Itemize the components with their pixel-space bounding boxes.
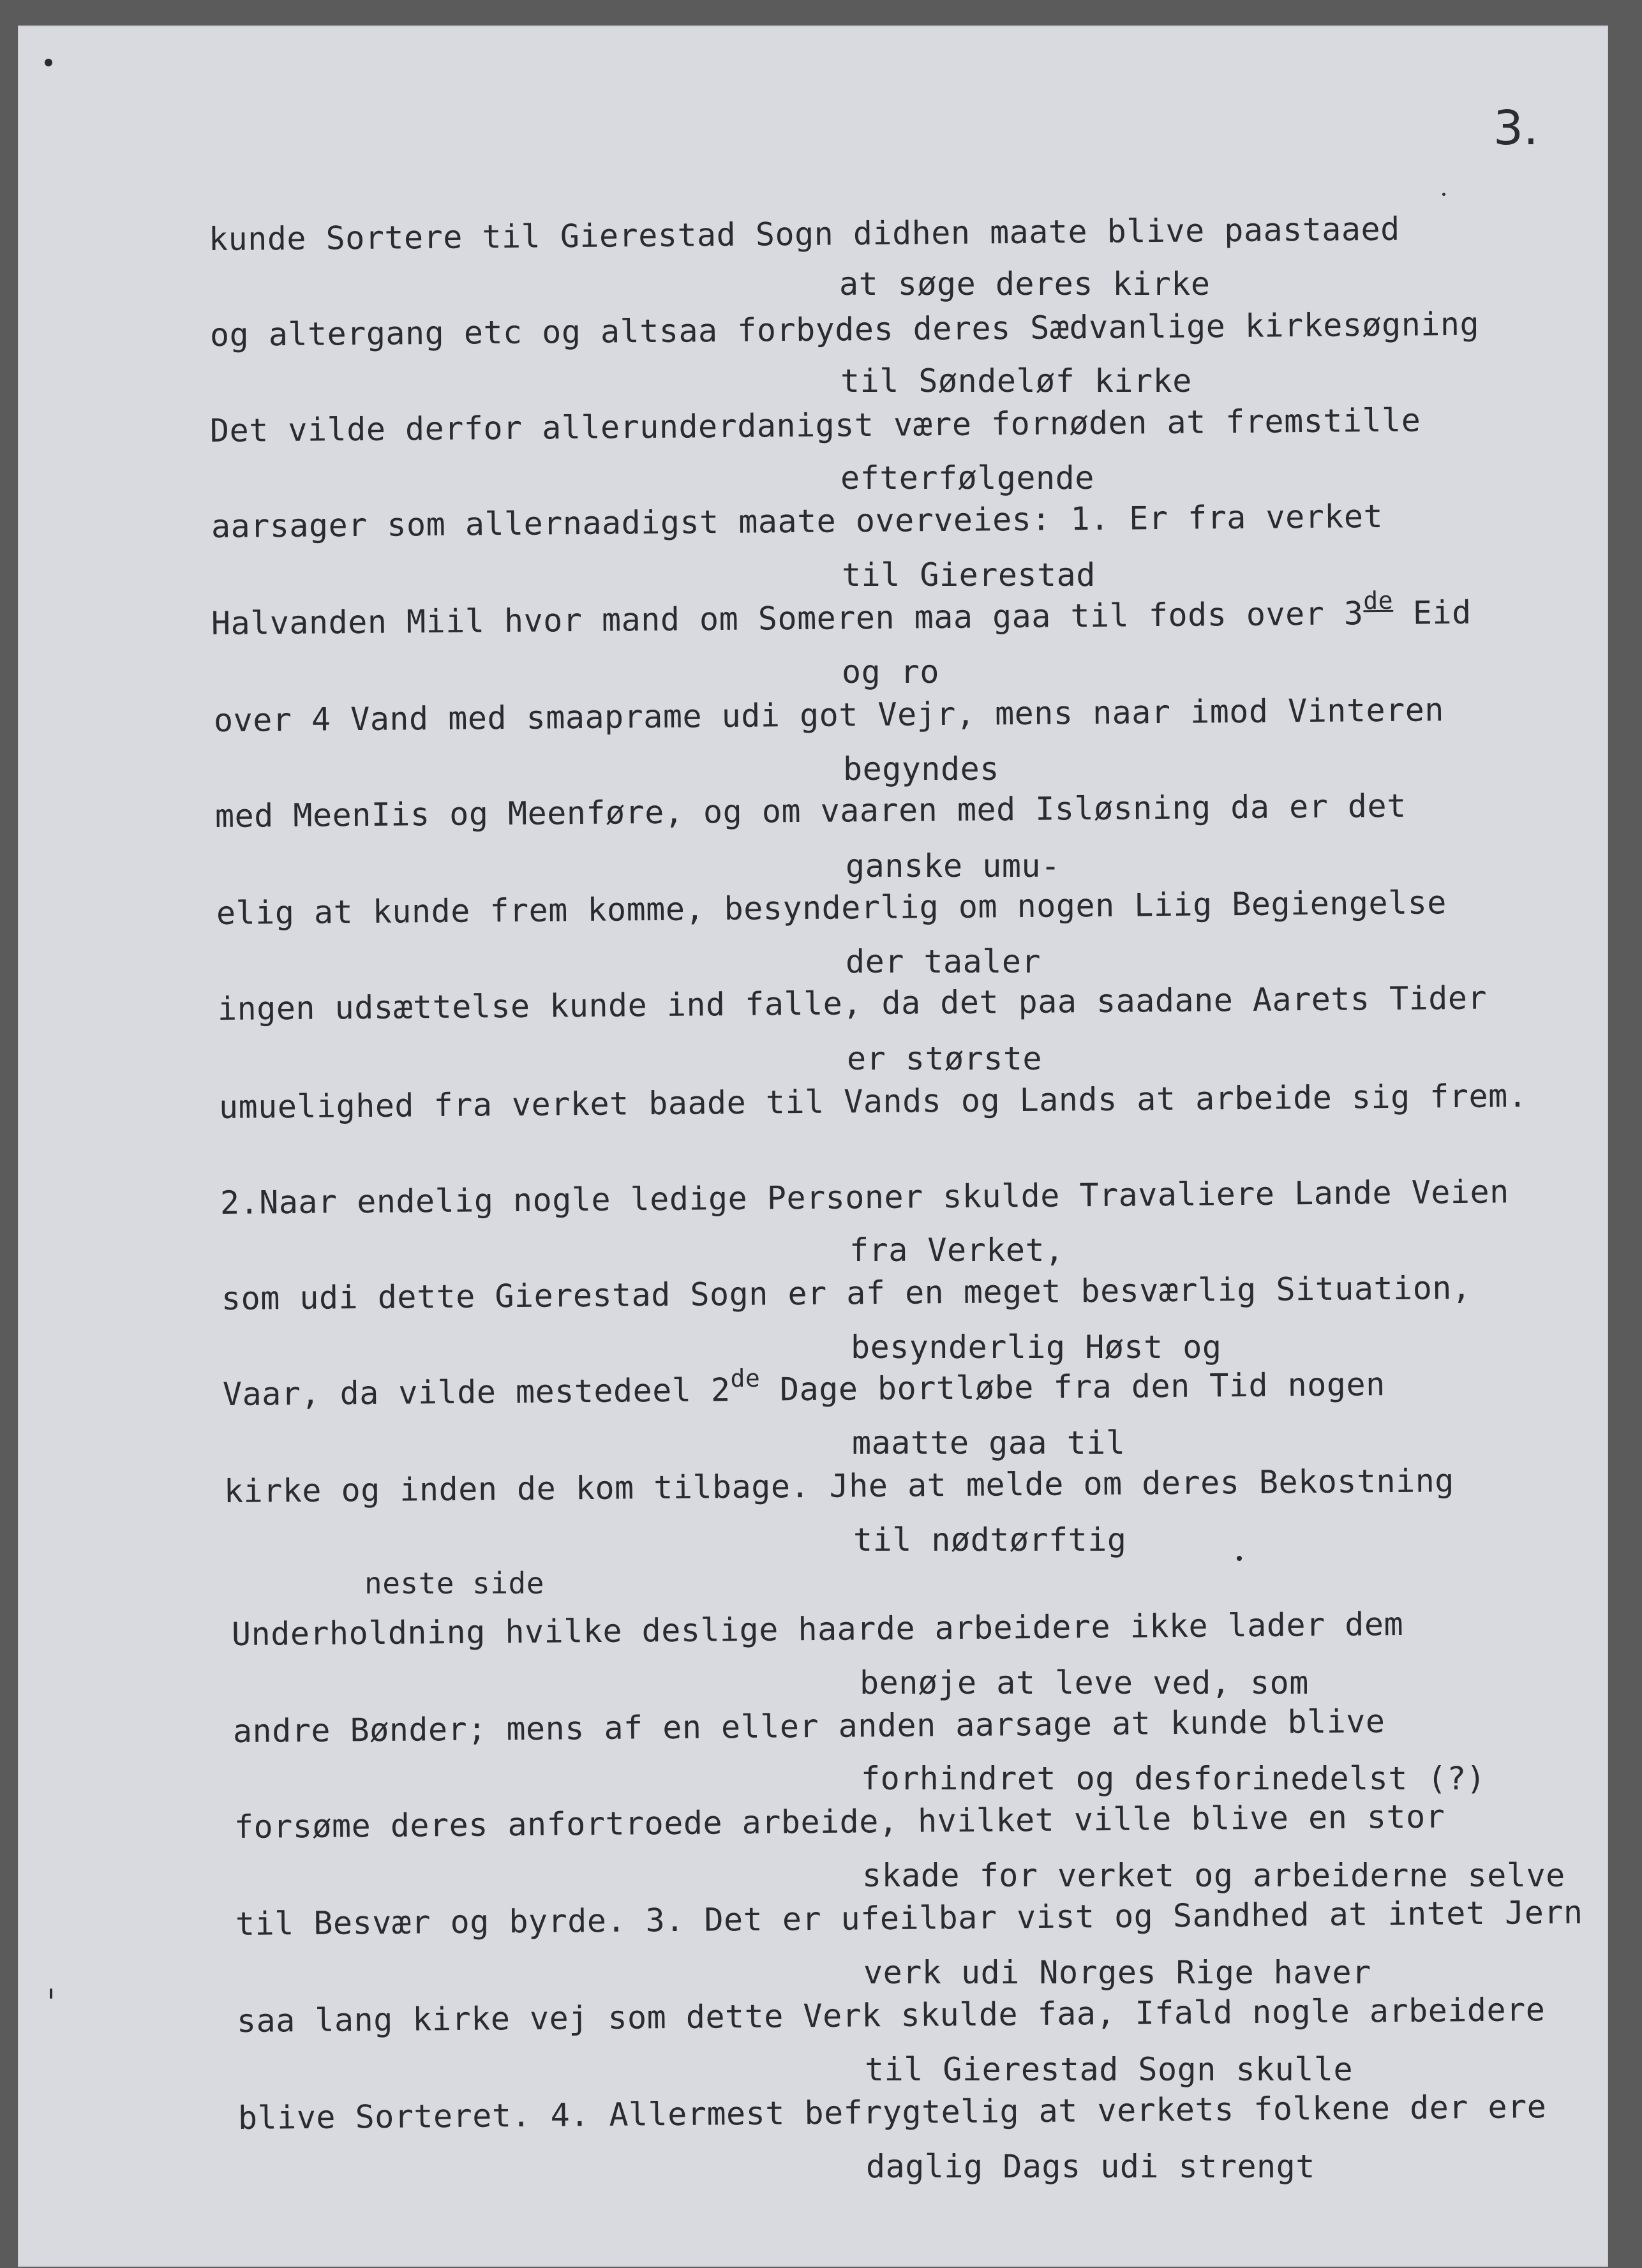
text-segment: Eid [1412, 593, 1472, 632]
superscript: de [1363, 586, 1394, 615]
ink-speck [50, 1988, 52, 1999]
text-line: kirke og inden de kom tilbage. Jhe at melde om deres Bekostning [223, 1462, 1455, 1510]
text-line: aarsager som allernaadigst maate overveies: 1. Er fra verket [211, 497, 1384, 545]
text-line: skade for verket og arbeiderne selve [862, 1857, 1565, 1894]
text-line: efterfølgende [840, 459, 1094, 496]
text-line: Det vilde derfor allerunderdanigst være fornøden at fremstille [209, 401, 1421, 449]
text-line: der taaler [846, 943, 1041, 980]
ink-speck [1237, 1556, 1242, 1561]
text-line: blive Sorteret. 4. Allermest befrygtelig at verkets folkene der ere [237, 2088, 1547, 2137]
ink-speck [1442, 193, 1445, 196]
text-line: at søge deres kirke [839, 265, 1211, 302]
ink-speck [45, 59, 52, 66]
text-line: er største [847, 1040, 1043, 1077]
text-line: til Søndeløf kirke [840, 362, 1192, 399]
text-line: med MeenIis og Meenføre, og om vaaren med Isløsning da er det [214, 787, 1407, 835]
text-line: kunde Sortere til Gierestad Sogn didhen maate blive paastaaed [208, 210, 1400, 258]
text-line: elig at kunde frem komme, besynderlig om nogen Liig Begiengelse [216, 884, 1447, 932]
text-line: Underholdning hvilke deslige haarde arbeidere ikke lader dem [231, 1605, 1404, 1653]
text-line-with-superscript [223, 1366, 1385, 1413]
text-line: 2.Naar endelig nogle ledige Personer skulde Travaliere Lande Veien [220, 1173, 1509, 1221]
superscript: de [730, 1364, 761, 1393]
margin-note: neste side [364, 1566, 544, 1600]
text-line: til Besvær og byrde. 3. Det er ufeilbar vist og Sandhed at intet Jern [235, 1893, 1583, 1943]
text-line: saa lang kirke vej som dette Verk skulde faa, Ifald nogle arbeidere [236, 1991, 1546, 2040]
text-line: til Gierestad [842, 556, 1096, 593]
text-line: fra Verket, [849, 1232, 1064, 1269]
text-line: umuelighed fra verket baade til Vands og Lands at arbeide sig frem. [218, 1077, 1528, 1126]
text-line: verk udi Norges Rige haver [863, 1954, 1371, 1991]
text-line: over 4 Vand med smaaprame udi got Vejr, mens naar imod Vinteren [213, 691, 1445, 739]
text-line: forsøme deres anfortroede arbeide, hvilket ville blive en stor [234, 1798, 1445, 1846]
text-line: forhindret og desforinedelst (?) [861, 1760, 1486, 1797]
text-line: til nødtørftig [853, 1521, 1127, 1558]
text-line: daglig Dags udi strengt [866, 2148, 1315, 2185]
text-line: og ro [842, 653, 940, 690]
text-line: ingen udsættelse kunde ind falle, da det paa saadane Aarets Tider [217, 979, 1488, 1027]
text-segment: Dage bortløbe fra den Tid nogen [779, 1366, 1385, 1408]
text-line-with-superscript [211, 586, 1472, 642]
text-line: som udi dette Gierestad Sogn er af en meget besværlig Situation, [221, 1269, 1472, 1317]
text-line: ganske umu- [846, 847, 1061, 884]
text-segment: Halvanden Miil hvor mand om Someren maa gaa til fods over 3 [211, 595, 1364, 642]
text-line: og altergang etc og altsaa forbydes deres Sædvanlige kirkesøgning [209, 305, 1480, 354]
text-line: besynderlig Høst og [851, 1329, 1222, 1366]
page-number: 3. [1493, 101, 1539, 156]
text-segment: Vaar, da vilde mestedeel 2 [222, 1371, 731, 1413]
text-line: maatte gaa til [852, 1424, 1126, 1461]
text-line: til Gierestad Sogn skulle [865, 2051, 1354, 2088]
document-page [18, 26, 1608, 2267]
text-line: begyndes [843, 750, 999, 787]
text-line: benøje at leve ved, som [860, 1664, 1309, 1701]
text-line: andre Bønder; mens af en eller anden aarsage at kunde blive [232, 1703, 1385, 1750]
